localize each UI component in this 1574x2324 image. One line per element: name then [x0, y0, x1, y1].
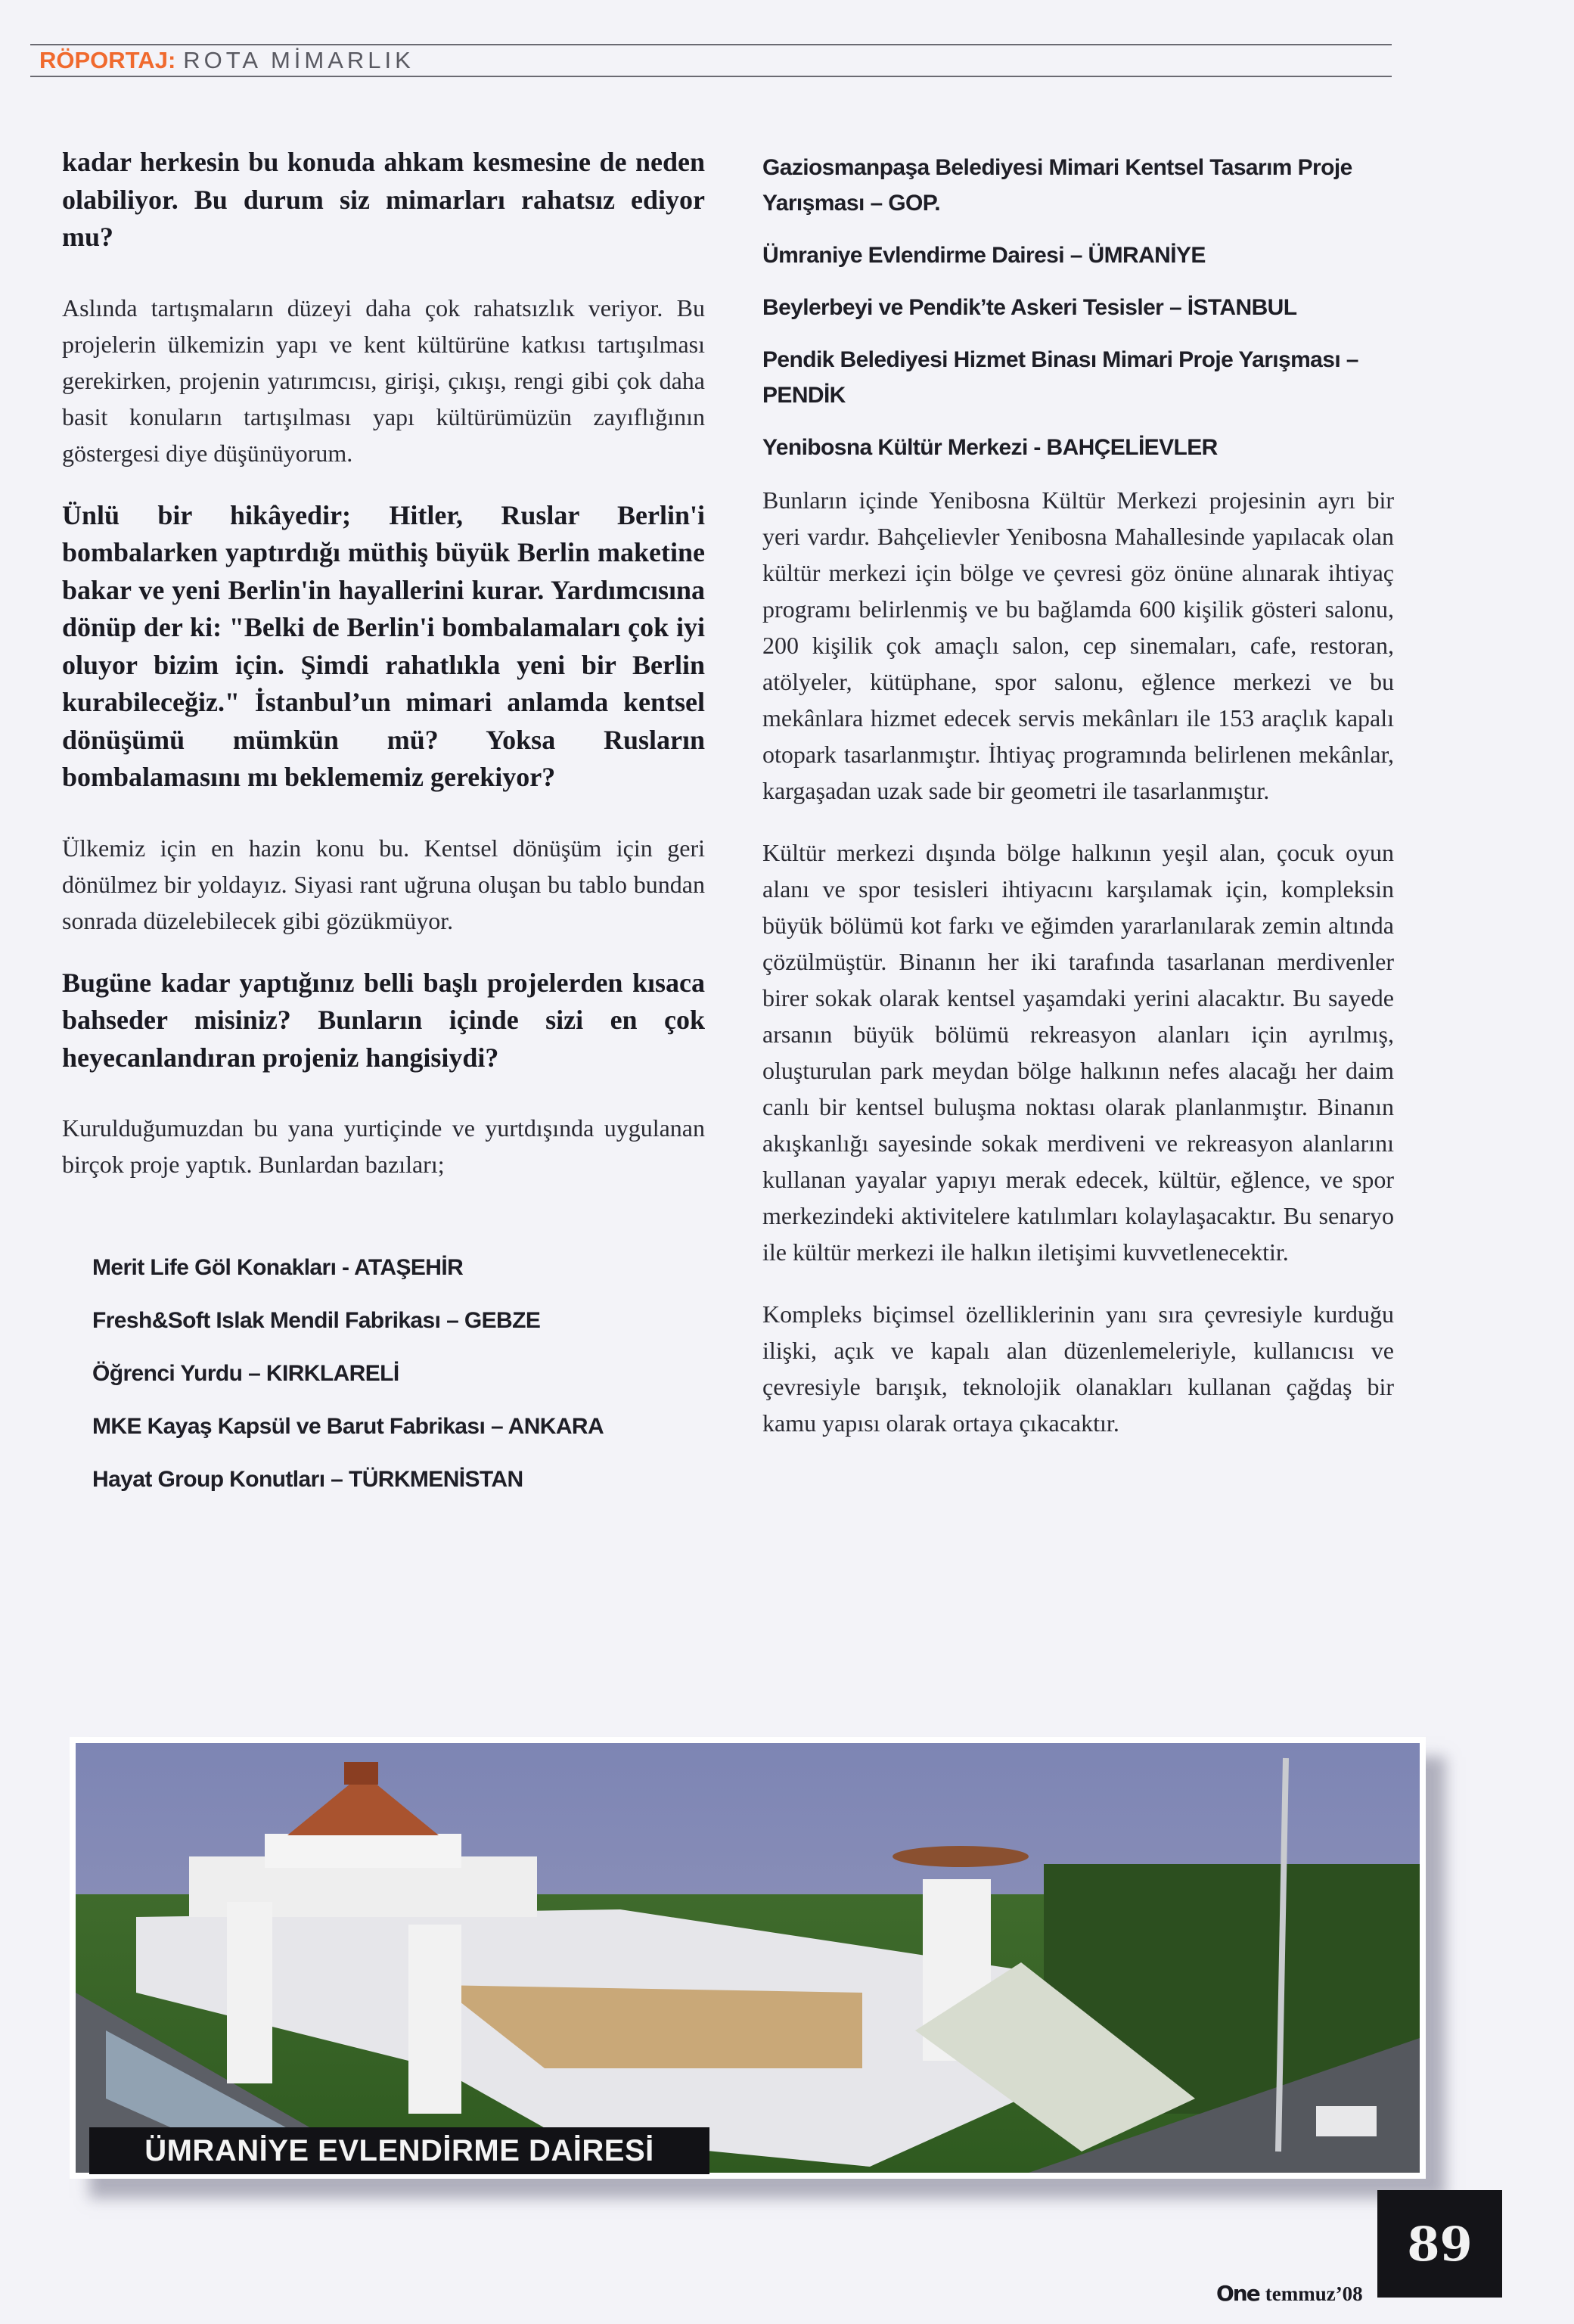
- project-item: MKE Kayaş Kapsül ve Barut Fabrikası – ANKARA: [92, 1414, 604, 1439]
- section-title: ROTA MİMARLIK: [183, 47, 414, 73]
- project-item: Hayat Group Konutları – TÜRKMENİSTAN: [92, 1467, 523, 1492]
- column-tower-2: [408, 1925, 461, 2114]
- project-item: Öğrenci Yurdu – KIRKLARELİ: [92, 1361, 399, 1386]
- magazine-footer: [1216, 2281, 1363, 2306]
- question-1-tail: kadar herkesin bu konuda ahkam kesmesine de neden olabiliyor. Bu durum siz mimarları rahatsız ediyor mu?: [62, 147, 705, 252]
- issue-date: temmuz’08: [1265, 2282, 1363, 2305]
- project-item: Beylerbeyi ve Pendik’te Askeri Tesisler – İSTANBUL: [762, 295, 1297, 320]
- magazine-logo: One: [1216, 2281, 1259, 2306]
- drum: [265, 1834, 461, 1868]
- project-item: Gaziosmanpaşa Belediyesi Mimari Kentsel Tasarım Proje Yarışması – GOP.: [762, 155, 1352, 216]
- project-item: Ümraniye Evlendirme Dairesi – ÜMRANİYE: [762, 243, 1206, 268]
- project-item: Pendik Belediyesi Hizmet Binası Mimari Proje Yarışması – PENDİK: [762, 347, 1358, 408]
- building-rendering-photo: [70, 1737, 1426, 2179]
- answer-2: Ülkemiz için en hazin konu bu. Kentsel dönüşüm için geri dönülmez bir yoldayız. Siyasi rant uğruna oluşan bu tablo bundan sonrada düzelebilecek gibi gözükmüyor.: [62, 834, 705, 934]
- left-column: [62, 144, 705, 1521]
- page-number: 89: [1377, 2190, 1502, 2298]
- project-item: Fresh&Soft Islak Mendil Fabrikası – GEBZE: [92, 1308, 541, 1333]
- section-kicker: RÖPORTAJ:: [39, 47, 176, 73]
- header-rule-bottom: [30, 76, 1392, 77]
- body-paragraph-1: Bunların içinde Yenibosna Kültür Merkezi projesinin ayrı bir yeri vardır. Bahçelievler Yenibosna Mahallesinde yapılacak olan kültür merkezi için bölge ve çevresi göz önüne alınarak ihtiyaç programı belirlenmiş ve bu bağlamda 600 kişilik gösteri salonu, 200 kişilik çok amaçlı salon, cep sinemaları, cafe, restoran, atölyeler, kütüphane, spor salonu, eğlence merkezi ve bu mekânlara hizmet edecek servis mekânları ile 153 araçlık kapalı otopark tasarlanmıştır. İhtiyaç programında belirlenen mekânlar, kargaşadan uzak sade bir geometri ile tasarlanmıştır.: [762, 486, 1394, 804]
- car: [1316, 2106, 1377, 2136]
- image-caption: ÜMRANİYE EVLENDİRME DAİRESİ: [89, 2127, 709, 2174]
- answer-3: Kurulduğumuzdan bu yana yurtiçinde ve yurtdışında uygulanan birçok proje yaptık. Bunlardan bazıları;: [62, 1114, 705, 1178]
- project-list-right: [762, 150, 1394, 465]
- project-item: Yenibosna Kültür Merkezi - BAHÇELİEVLER: [762, 435, 1218, 460]
- answer-1: Aslında tartışmaların düzeyi daha çok rahatsızlık veriyor. Bu projelerin ülkemizin yapı ve kent kültürüne katkısı tartışılması gerekirken, projenin yatırımcısı, girişi, çıkışı, rengi gibi çok daha basit konuların tartışılması yapı kültürümüzün zayıflığının göstergesi diye düşünüyorum.: [62, 294, 705, 467]
- rendering-illustration: [76, 1743, 1420, 2173]
- project-list-left: [62, 1257, 705, 1491]
- body-paragraph-3: Kompleks biçimsel özelliklerinin yanı sıra çevresiyle kurduğu ilişki, açık ve kapalı alan düzenlemeleriyle, kullanıcısı ve çevresiyle barışık, teknolojik olanakları kullanan çağdaş bir kamu yapısı olarak ortaya çıkacaktır.: [762, 1300, 1394, 1437]
- section-header: [39, 47, 414, 74]
- column-tower-1: [227, 1902, 272, 2083]
- body-paragraph-2: Kültür merkezi dışında bölge halkının yeşil alan, çocuk oyun alanı ve spor tesisleri ihtiyacını karşılamak için, kompleksin büyük bölümü kot farkı ve eğimden yararlanılarak zemin altında çözülmüştür. Binanın her iki tarafında tasarlanan merdivenler birer sokak olarak kentsel yaşamdaki yerini alacaktır. Bu sayede arsanın büyük bölümü rekreasyon alanları için ayrılmış, oluşturulan park meydan bölge halkının nefes alacağı her daim canlı bir kentsel buluşma noktası olarak planlanmıştır. Binanın akışkanlığı sayesinde sokak merdiveni ve rekreasyon alanlarını kullanan yayalar yapıyı merak edecek, kültür, eğlence, ve spor merkezindeki aktivitelere katılımları kolaylaşacaktır. Bu senaryo ile kültür merkezi ile halkın iletişimi kuvvetlenecektir.: [762, 839, 1394, 1266]
- question-3: Bugüne kadar yaptığınız belli başlı projelerden kısaca bahseder misiniz? Bunların içinde sizi en çok heyecanlandıran projeniz hangisiydi?: [62, 967, 705, 1073]
- question-2: Ünlü bir hikâyedir; Hitler, Ruslar Berlin'i bombalarken yaptırdığı müthiş büyük Berlin maketine bakar ve yeni Berlin'in hayallerini kurar. Yardımcısına dönüp der ki: "Belki de Berlin'i bombalamaları çok iyi oluyor bizim için. Şimdi rahatlıkla yeni bir Berlin kurabileceğiz." İstanbul’un mimari anlamda kentsel dönüşümü mümkün mü? Yoksa Rusların bombalamasını mı beklememiz gerekiyor?: [62, 499, 705, 792]
- roof-top: [344, 1762, 378, 1785]
- header-rule-top: [30, 44, 1392, 45]
- right-column: [762, 144, 1394, 1467]
- project-item: Merit Life Göl Konakları - ATAŞEHİR: [92, 1255, 464, 1280]
- tower-cap: [893, 1846, 1029, 1867]
